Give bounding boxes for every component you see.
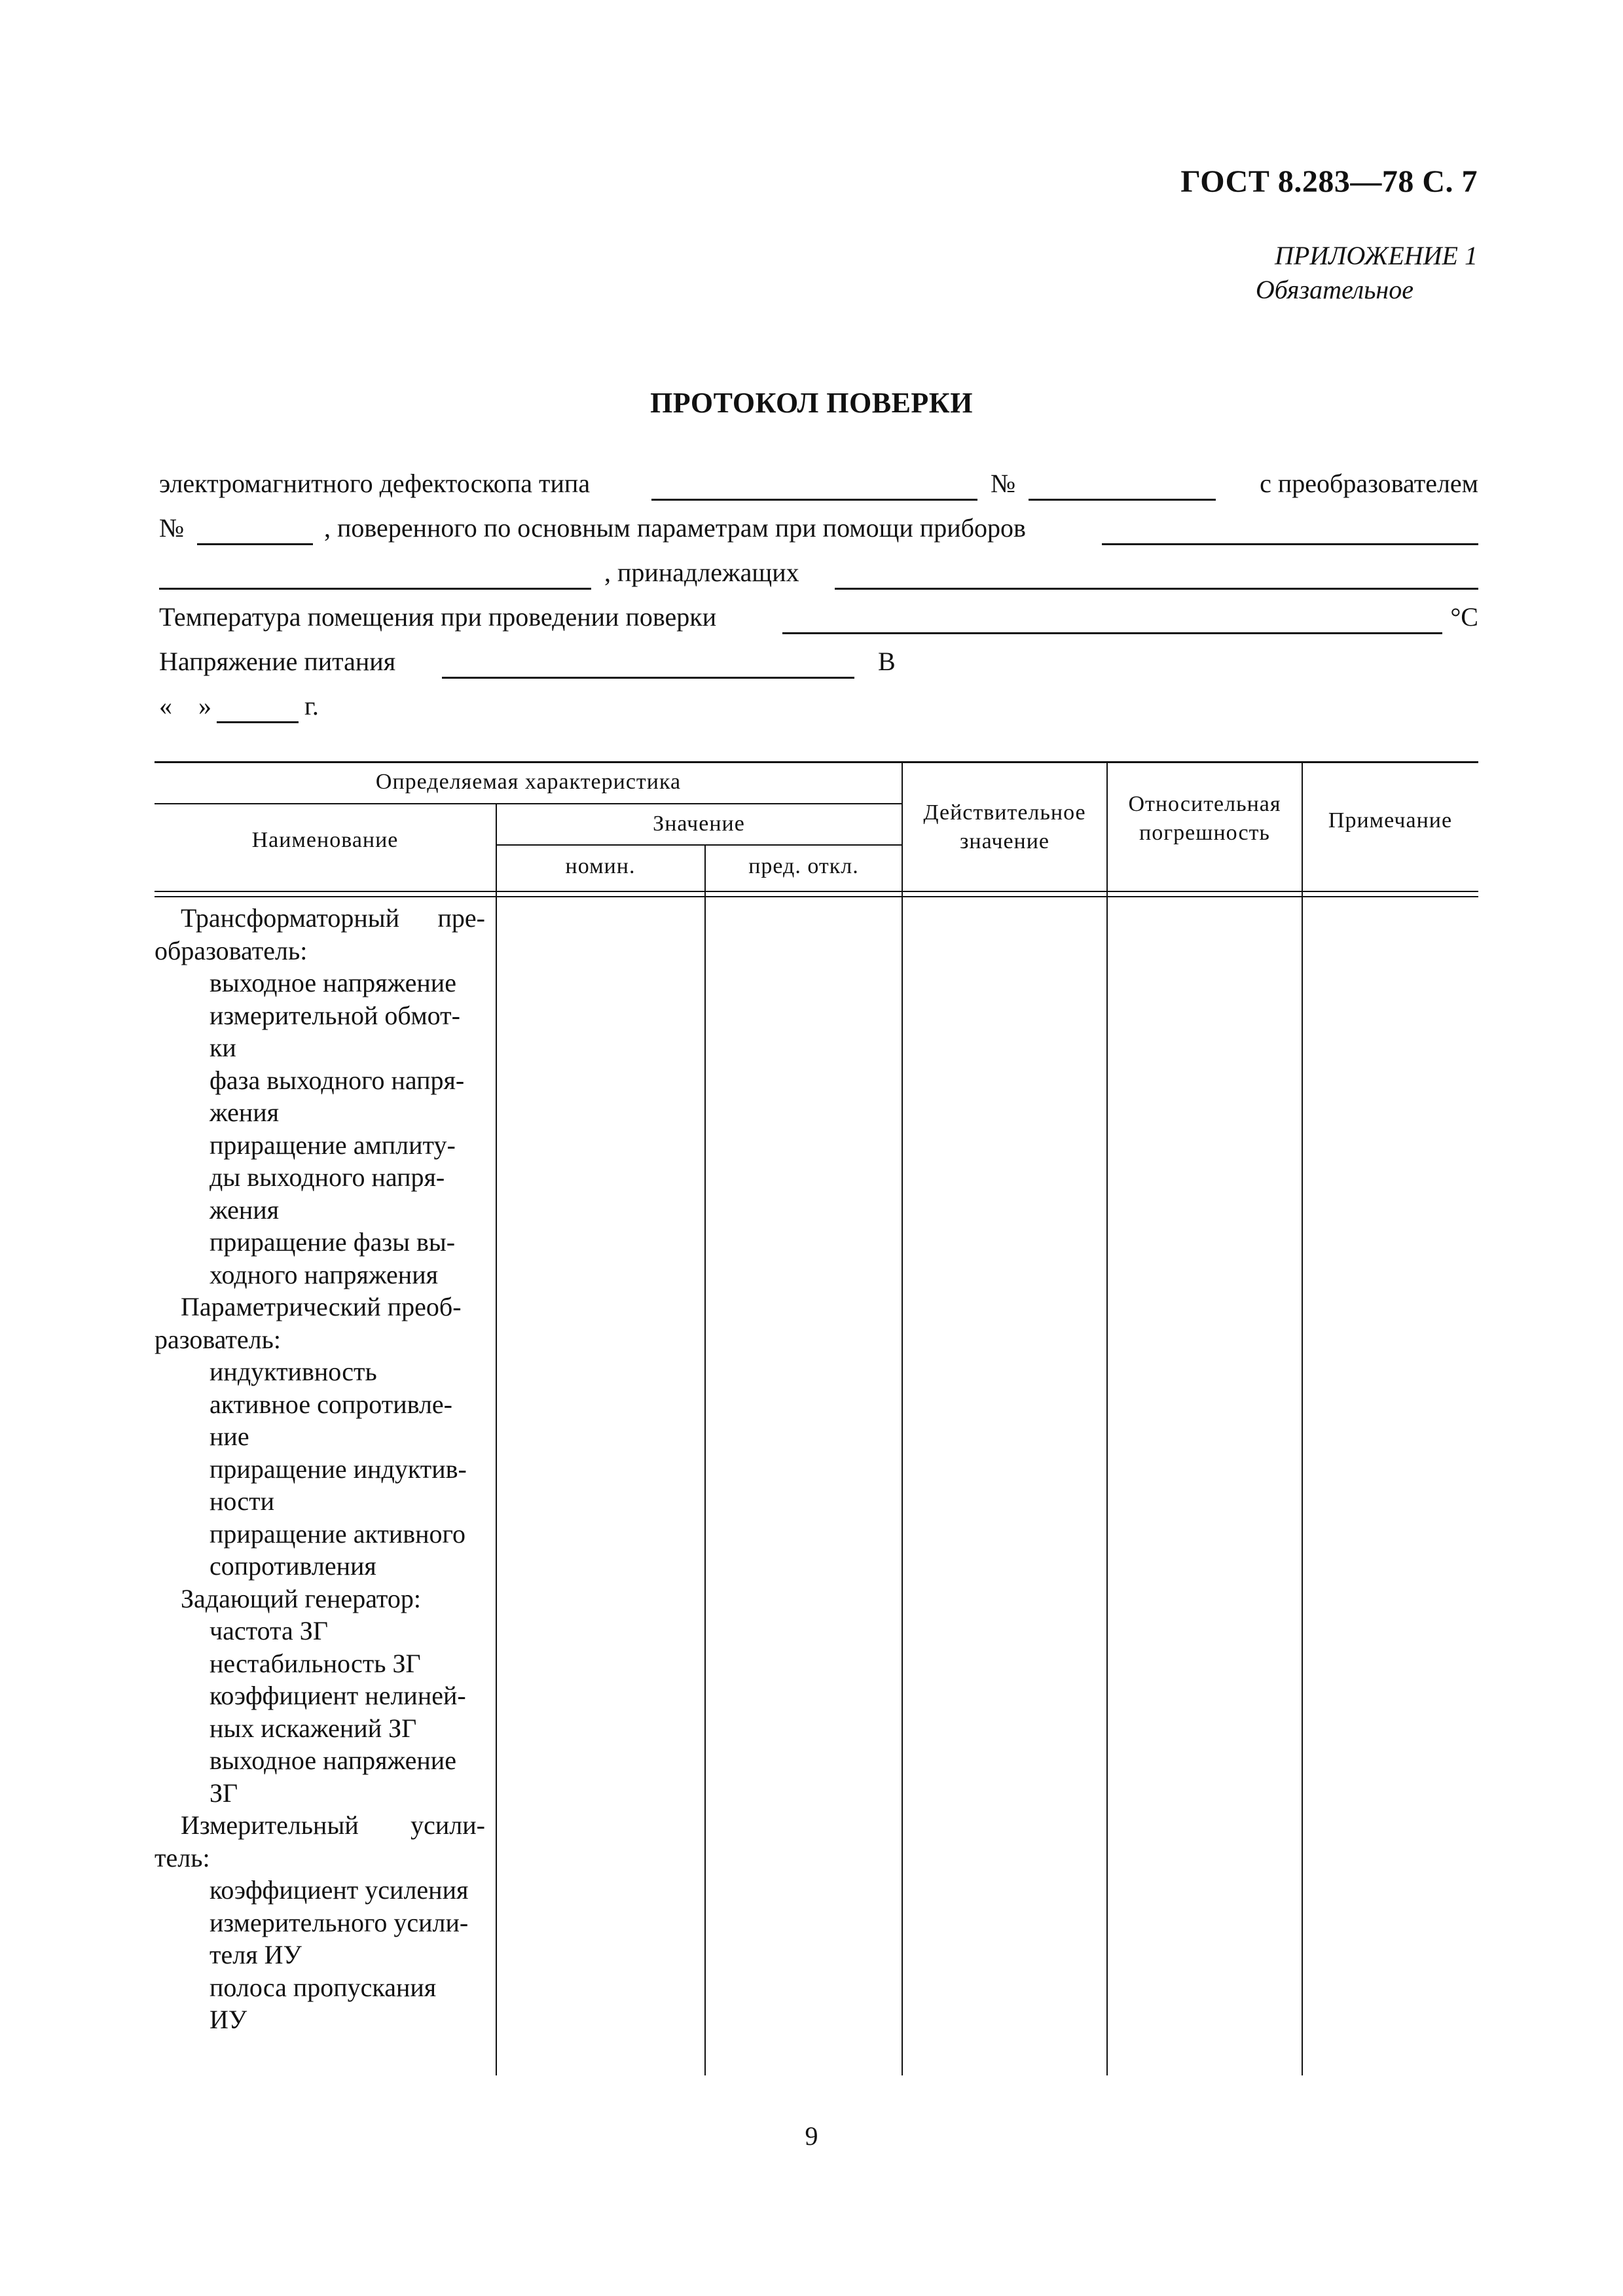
document-title: ПРОТОКОЛ ПОВЕРКИ <box>650 387 973 419</box>
table-row: частота ЗГ <box>210 1616 328 1645</box>
table-row: тель: <box>155 1842 210 1873</box>
table-row: коэффициент усиления <box>210 1875 469 1905</box>
table-top-rule <box>155 761 1478 763</box>
table-row: приращение амплиту- <box>210 1130 456 1160</box>
header-actual-line1: Действительное <box>923 800 1086 825</box>
characteristics-list <box>155 902 485 2036</box>
table-row: сопротивления <box>210 1551 376 1581</box>
temperature-unit: °С <box>1450 602 1478 632</box>
table-row: разователь: <box>155 1324 281 1354</box>
table-row: ки <box>210 1033 236 1062</box>
header-note: Примечание <box>1328 808 1453 833</box>
table-row: Параметрический преоб- <box>181 1292 462 1321</box>
owner-label: , принадлежащих <box>604 558 799 587</box>
temperature-field[interactable] <box>782 632 1442 634</box>
table-row: активное сопротивле- <box>210 1389 452 1419</box>
instruments-label: , поверенного по основным параметрам при помощи приборов <box>324 513 1026 543</box>
table-row: индуктивность <box>210 1357 377 1386</box>
table-row: полоса пропускания <box>210 1972 437 2002</box>
appendix-number: ПРИЛОЖЕНИЕ 1 <box>1275 241 1478 270</box>
table-row: ности <box>210 1486 275 1516</box>
table-row: жения <box>210 1194 280 1225</box>
standard-header: ГОСТ 8.283—78 С. 7 <box>1180 164 1478 199</box>
table-row: фаза выходного напря- <box>210 1065 465 1095</box>
table-row: нестабильность ЗГ <box>210 1648 421 1678</box>
header-name: Наименование <box>251 828 399 852</box>
table-row: ние <box>210 1422 249 1451</box>
table-row: ЗГ <box>210 1778 238 1808</box>
column-divider-name <box>496 804 497 2075</box>
table-row: теля ИУ <box>210 1940 302 1969</box>
table-row: Трансформаторный пре- <box>181 903 485 933</box>
owner-field[interactable] <box>835 588 1478 590</box>
header-value: Значение <box>653 812 745 836</box>
instruments-field[interactable] <box>1102 543 1478 545</box>
table-row: ИУ <box>210 2005 247 2034</box>
date-year-suffix: г. <box>304 691 319 721</box>
table-row: приращение индуктив- <box>210 1454 467 1484</box>
date-close-quote: » <box>198 691 211 721</box>
table-header-rule-2 <box>155 896 1478 897</box>
header-relative-error <box>1107 790 1302 848</box>
column-divider-tolerance <box>902 762 903 2075</box>
column-divider-actual <box>1106 762 1108 2075</box>
form-line-voltage <box>159 639 1478 685</box>
header-actual-line2: значение <box>959 829 1050 853</box>
voltage-label: Напряжение питания <box>159 647 396 676</box>
header-relative-line1: Относительная <box>1128 792 1281 816</box>
column-divider-relative <box>1302 762 1303 2075</box>
table-row: выходное напряжение <box>210 968 456 997</box>
table-row: приращение активного <box>210 1518 465 1549</box>
form-line-temperature <box>159 594 1478 640</box>
header-characteristic: Определяемая характеристика <box>375 770 682 794</box>
header-actual-value <box>902 798 1107 856</box>
voltage-unit: В <box>878 647 896 676</box>
temperature-label: Температура помещения при проведении поверки <box>159 602 717 632</box>
transducer-number-sign: № <box>159 513 185 543</box>
date-field[interactable] <box>217 721 299 723</box>
form-line-transducer <box>159 505 1478 551</box>
appendix-status: Обязательное <box>1255 275 1413 304</box>
header-relative-line2: погрешность <box>1139 821 1270 845</box>
instruments-field-cont[interactable] <box>159 588 591 590</box>
table-row: ходного напряжения <box>210 1259 439 1289</box>
table-row: жения <box>210 1098 280 1127</box>
voltage-field[interactable] <box>442 677 854 679</box>
table-row: измерительного усили- <box>210 1907 469 1937</box>
device-type-label: электромагнитного дефектоскопа типа <box>159 469 591 498</box>
table-row: Задающий генератор: <box>181 1583 421 1613</box>
form-line-date <box>159 683 1478 729</box>
table-header-rule-1 <box>155 891 1478 892</box>
table-row: Измерительный усили- <box>181 1810 485 1840</box>
appendix-label <box>1256 239 1478 307</box>
form-line-device-type <box>159 461 1478 507</box>
table-row: ных искажений ЗГ <box>210 1713 417 1743</box>
table-row: коэффициент нелиней- <box>210 1681 466 1710</box>
transducer-label: с преобразователем <box>1260 469 1478 498</box>
page-number: 9 <box>805 2121 818 2151</box>
device-type-field[interactable] <box>651 499 977 501</box>
column-divider-nominal <box>704 845 706 2075</box>
table-row: образователь: <box>155 935 308 965</box>
table-row: ды выходного напря- <box>210 1162 445 1192</box>
serial-number-field[interactable] <box>1029 499 1216 501</box>
table-group-rule <box>155 803 902 804</box>
transducer-number-field[interactable] <box>197 543 313 545</box>
form-line-owner <box>159 550 1478 596</box>
header-tolerance: пред. откл. <box>748 854 859 878</box>
serial-number-sign: № <box>991 469 1016 498</box>
table-value-rule <box>496 844 902 846</box>
table-row: выходное напряжение <box>210 1746 456 1775</box>
header-nominal: номин. <box>565 854 636 878</box>
table-row: приращение фазы вы- <box>210 1227 456 1257</box>
date-open-quote: « <box>159 691 172 721</box>
table-row: измерительной обмот- <box>210 1000 460 1030</box>
